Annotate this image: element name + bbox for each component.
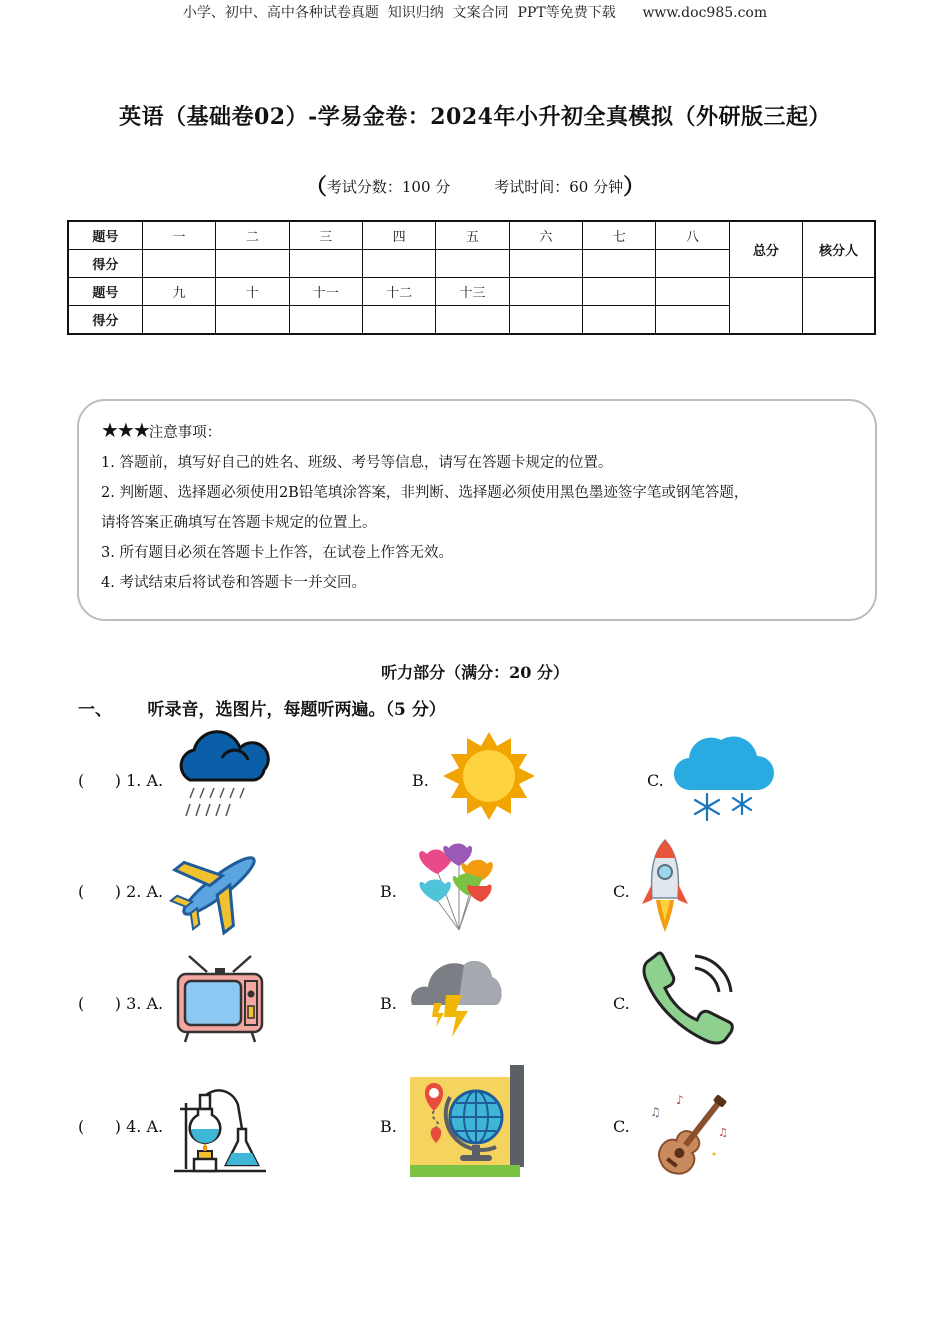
- checker-cell[interactable]: [803, 278, 875, 335]
- score-cell[interactable]: [436, 250, 509, 278]
- score-cell[interactable]: [142, 250, 215, 278]
- question-group-heading: 一、 听录音，选图片，每题听两遍。（5 分）: [78, 700, 446, 720]
- exam-info-open-paren: （: [304, 174, 327, 200]
- question-number: [583, 278, 656, 306]
- question-3-option-b: B.: [380, 994, 397, 1013]
- question-number: [509, 278, 582, 306]
- score-cell[interactable]: [656, 306, 729, 335]
- score-cell[interactable]: [656, 250, 729, 278]
- score-cell[interactable]: [142, 306, 215, 335]
- score-cell[interactable]: [436, 306, 509, 335]
- question-4-prefix: ( ) 4. A.: [78, 1117, 164, 1136]
- question-number: [656, 278, 729, 306]
- question-number: 十二: [362, 278, 435, 306]
- question-number: 十: [216, 278, 289, 306]
- question-3-prefix: ( ) 3. A.: [78, 994, 164, 1013]
- notice-title: 注意事项：: [148, 425, 222, 441]
- sun-icon: [443, 732, 535, 820]
- page-title: 英语（基础卷02）-学易金卷：2024年小升初全真模拟（外研版三起）: [119, 104, 831, 130]
- score-cell[interactable]: [509, 306, 582, 335]
- total-score-label: 总分: [729, 221, 802, 278]
- exam-info-close-paren: ）: [623, 174, 646, 200]
- question-number: 二: [216, 221, 289, 250]
- listening-section-title: 听力部分（满分：20 分）: [381, 663, 569, 682]
- television-icon: [175, 954, 265, 1044]
- question-number: 十一: [289, 278, 362, 306]
- svg-text:♫: ♫: [650, 1105, 661, 1119]
- question-1-option-c: C.: [647, 771, 664, 790]
- question-3-option-c: C.: [613, 994, 630, 1013]
- question-4-option-b: B.: [380, 1117, 397, 1136]
- question-number: 三: [289, 221, 362, 250]
- question-number: 六: [509, 221, 582, 250]
- score-cell[interactable]: [216, 250, 289, 278]
- score-cell[interactable]: [509, 250, 582, 278]
- airplane-icon: [172, 840, 267, 932]
- row-label-score: 得分: [68, 306, 142, 335]
- checker-label: 核分人: [803, 221, 875, 278]
- rain-cloud-icon: [172, 730, 267, 820]
- thunderstorm-icon: [408, 955, 504, 1041]
- row-label-number: 题号: [68, 278, 142, 306]
- score-cell[interactable]: [289, 306, 362, 335]
- question-number: 五: [436, 221, 509, 250]
- question-number: 四: [362, 221, 435, 250]
- rocket-icon: [640, 838, 690, 934]
- score-table: [67, 220, 876, 335]
- exam-score: 考试分数：100 分: [326, 178, 451, 196]
- question-2-prefix: ( ) 2. A.: [78, 882, 164, 901]
- balloons-icon: [415, 840, 495, 932]
- question-number: 七: [583, 221, 656, 250]
- score-cell[interactable]: [362, 306, 435, 335]
- question-number: 八: [656, 221, 729, 250]
- notice-title-line: [101, 415, 853, 448]
- question-1-prefix: ( ) 1. A.: [78, 771, 164, 790]
- notice-item: 请将答案正确填写在答题卡规定的位置上。: [101, 515, 377, 531]
- score-cell[interactable]: [583, 250, 656, 278]
- notice-item: 2. 判断题、选择题必须使用2B铅笔填涂答案，非判断、选择题必须使用黑色墨迹签字笔或钢笔答题，: [101, 485, 749, 501]
- question-2-option-b: B.: [380, 882, 397, 901]
- page-header: 小学、初中、高中各种试卷真题 知识归纳 文案合同 PPT等免费下载 www.doc985.com: [182, 5, 768, 21]
- stars-icon: ★★★: [101, 418, 149, 442]
- chemistry-lab-icon: [172, 1085, 268, 1177]
- guitar-icon: [648, 1086, 732, 1180]
- notice-box: [77, 399, 877, 621]
- score-cell[interactable]: [362, 250, 435, 278]
- svg-text:♫: ♫: [718, 1126, 728, 1139]
- question-1-option-b: B.: [412, 771, 429, 790]
- notice-item: 3. 所有题目必须在答题卡上作答，在试卷上作答无效。: [101, 545, 453, 561]
- question-number: 一: [142, 221, 215, 250]
- score-cell[interactable]: [216, 306, 289, 335]
- snow-cloud-icon: [677, 728, 769, 823]
- question-2-option-c: C.: [613, 882, 630, 901]
- exam-time: 考试时间：60 分钟: [494, 178, 624, 196]
- notice-item: 4. 考试结束后将试卷和答题卡一并交回。: [101, 575, 366, 591]
- svg-text:♪: ♪: [676, 1093, 684, 1107]
- question-number: 十三: [436, 278, 509, 306]
- exam-info: [0, 170, 950, 201]
- globe-map-icon: [410, 1063, 526, 1179]
- score-cell[interactable]: [583, 306, 656, 335]
- notice-item: 1. 答题前，填写好自己的姓名、班级、考号等信息，请写在答题卡规定的位置。: [101, 455, 613, 471]
- question-4-option-c: C.: [613, 1117, 630, 1136]
- row-label-score: 得分: [68, 250, 142, 278]
- telephone-icon: [641, 948, 739, 1046]
- question-number: 九: [142, 278, 215, 306]
- row-label-number: 题号: [68, 221, 142, 250]
- score-cell[interactable]: [289, 250, 362, 278]
- total-score-cell[interactable]: [729, 278, 802, 335]
